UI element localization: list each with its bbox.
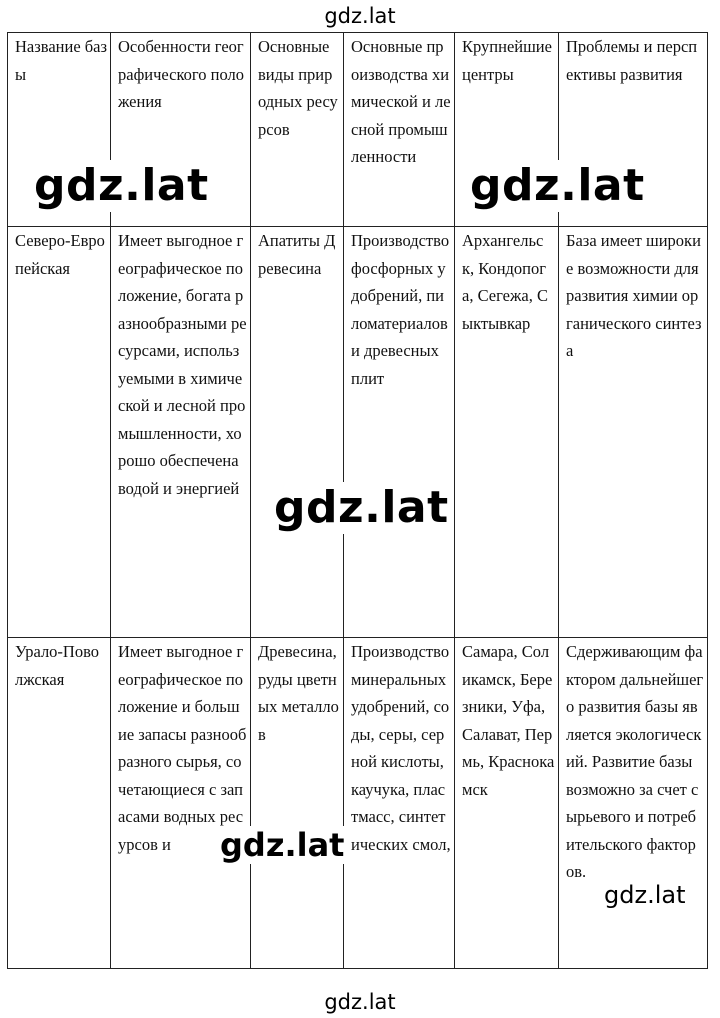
table-cell: Производство минеральных удобрений, соды, серы, серной кислоты, каучука, пластмасс, синтетических смол, (344, 638, 455, 969)
table-cell: Архангельск, Кондопога, Сегежа, Сыктывкар (455, 227, 559, 638)
table-cell: Урало-Поволжская (8, 638, 111, 969)
header-cell: Особенности географического положения (111, 33, 251, 227)
watermark-bottom: gdz.lat (324, 990, 396, 1014)
header-cell: Крупнейшие центры (455, 33, 559, 227)
table-cell: Самара, Соликамск, Березники, Уфа, Салават, Пермь, Краснокамск (455, 638, 559, 969)
table-cell: База имеет широкие возможности для развития химии органического синтеза (559, 227, 708, 638)
table-cell: Апатиты Древесина (251, 227, 344, 638)
table-row (8, 227, 708, 638)
table-cell: Имеет выгодное географическое положение, богата разнообразными ресурсами, используемыми в химической и лесной промышленности, хорошо обеспечена водой и энергией (111, 227, 251, 638)
table-cell: Древесина, руды цветных металлов (251, 638, 344, 969)
watermark-overlay: gdz.lat (470, 160, 645, 211)
header-cell: Название базы (8, 33, 111, 227)
header-cell: Основные виды природных ресурсов (251, 33, 344, 227)
header-cell: Основные производства химической и лесной промышленности (344, 33, 455, 227)
header-cell: Проблемы и перспективы развития (559, 33, 708, 227)
watermark-overlay: gdz.lat (220, 826, 345, 864)
table-cell: Северо-Европейская (8, 227, 111, 638)
table-row (8, 638, 708, 969)
watermark-top: gdz.lat (324, 4, 396, 28)
table-cell: Сдерживающим фактором дальнейшего развития базы является экологический. Развитие базы возможно за счет сырьевого и потребительского факторов. (559, 638, 708, 969)
watermark-overlay: gdz.lat (274, 482, 449, 533)
table-cell: Имеет выгодное географическое положение и большие запасы разнообразного сырья, сочетающиеся с запасами водных ресурсов и (111, 638, 251, 969)
watermark-overlay: gdz.lat (604, 881, 686, 909)
table-cell: Производство фосфорных удобрений, пиломатериалов и древесных плит (344, 227, 455, 638)
watermark-overlay: gdz.lat (34, 160, 209, 211)
